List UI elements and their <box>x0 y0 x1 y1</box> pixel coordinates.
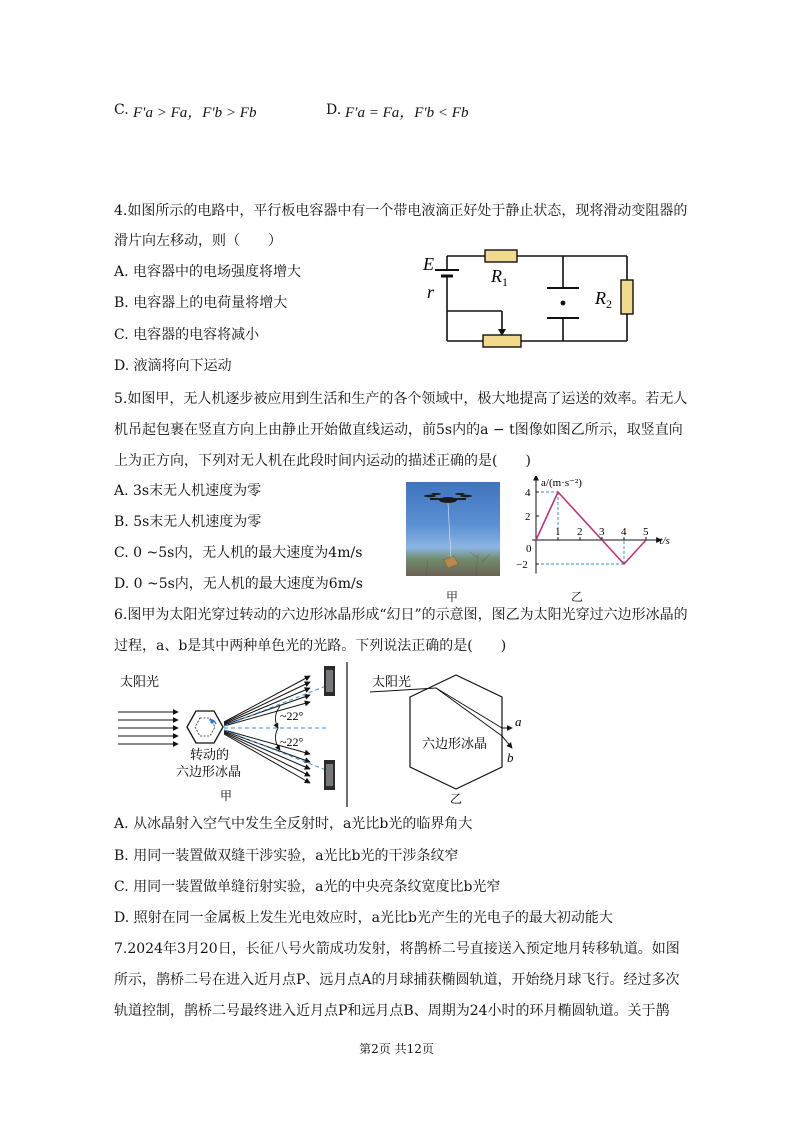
q4-option-c: C. 电容器的电容将减小 <box>114 327 260 343</box>
q5-stem-line3: 上为正方向，下列对无人机在此段时间内运动的描述正确的是( ) <box>114 453 531 469</box>
sunlight-label-b: 太阳光 <box>372 674 412 689</box>
y-tick-label--2: −2 <box>516 559 528 571</box>
q4-option-b: B. 电容器上的电荷量将增大 <box>114 295 288 311</box>
q7-line1: 7.2024年3月20日，长征八号火箭成功发射，将鹊桥二号直接送入预定地月转移轨道。如图 <box>114 941 680 957</box>
x-tick-label-5: 5 <box>643 526 649 538</box>
q5-option-b: B. 5s末无人机速度为零 <box>114 514 262 530</box>
r2-label: $R_2$ <box>595 288 612 311</box>
q5-option-c: C. 0 ~5s内，无人机的最大速度为4m/s <box>114 545 363 561</box>
hexagon-crystal-b <box>410 675 502 789</box>
crystal-label-line2: 六边形冰晶 <box>176 764 242 779</box>
drone-photo <box>406 482 500 576</box>
q6-option-d: D. 照射在同一金属板上发生光电效应时，a光比b光产生的光电子的最大初动能大 <box>114 910 613 926</box>
y-tick-label-4: 4 <box>525 487 531 499</box>
resistor-r1 <box>485 250 517 262</box>
charged-droplet <box>561 301 566 306</box>
angle-upper-label: ~22° <box>280 709 304 723</box>
q3-option-d-label: D. <box>326 102 342 118</box>
x-axis-label: t/s <box>659 535 670 547</box>
page-number: 第2页 共12页 <box>359 1042 434 1056</box>
q6-stem-line1: 6.图甲为太阳光穿过转动的六边形冰晶形成“幻日”的示意图，图乙为太阳光穿过六边形冰晶的 <box>114 607 688 623</box>
resistor-r2 <box>621 280 633 314</box>
ray-b-label: b <box>507 750 514 765</box>
emf-label: E <box>423 254 434 274</box>
crystal-label-b: 六边形冰晶 <box>422 736 488 751</box>
q7-line3: 轨道控制，鹊桥二号最终进入近月点P和远月点B、周期为24小时的环月椭圆轨道。关于鹊 <box>114 1003 670 1019</box>
q4-option-a: A. 电容器中的电场强度将增大 <box>114 264 302 280</box>
q3-option-c-text: F′a > Fa，F′b > Fb <box>133 105 257 121</box>
q3-option-d-text: F′a = Fa，F′b < Fb <box>345 105 469 121</box>
q5-option-d: D. 0 ~5s内，无人机的最大速度为6m/s <box>114 576 363 592</box>
crystal-label-line1: 转动的 <box>190 747 230 762</box>
ray-a-label: a <box>515 714 522 729</box>
sundog-diagram <box>114 662 354 807</box>
q4-stem-line1: 4.如图所示的电路中，平行板电容器中有一个带电液滴正好处于静止状态，现将滑动变阻器的 <box>114 203 688 219</box>
q6-stem-line2: 过程，a、b是其中两种单色光的光路。下列说法正确的是( ) <box>114 638 507 654</box>
fig-b-caption: 乙 <box>450 792 463 806</box>
y-axis-label: a/(m·s⁻²) <box>541 477 582 489</box>
internal-resistance-label: r <box>427 282 435 302</box>
origin-label: 0 <box>526 543 532 555</box>
x-tick-label-4: 4 <box>621 526 627 538</box>
sunlight-label: 太阳光 <box>120 674 160 689</box>
x-tick-label-3: 3 <box>599 526 605 538</box>
q6-option-c: C. 用同一装置做单缝衍射实验，a光的中央亮条纹宽度比b光窄 <box>114 879 501 895</box>
q5-stem-line1: 5.如图甲，无人机逐步被应用到生活和生产的各个领域中，极大地提高了运送的效率。若无人 <box>114 391 688 407</box>
angle-lower-label: ~22° <box>280 735 304 749</box>
q6-option-b: B. 用同一装置做双缝干涉实验，a光比b光的干涉条纹窄 <box>114 848 459 864</box>
r1-label: $R_1$ <box>491 266 508 289</box>
q4-stem-line2: 滑片向左移动，则（ ） <box>114 233 282 249</box>
q7-line2: 所示，鹊桥二号在进入近月点P、远月点A的月球捕获椭圆轨道，开始绕月球飞行。经过多次 <box>114 972 680 988</box>
acceleration-time-graph <box>510 476 670 590</box>
x-tick-label-1: 1 <box>555 526 561 538</box>
q4-circuit-diagram <box>415 246 640 354</box>
fig-a-caption: 甲 <box>220 789 233 803</box>
x-tick-label-2: 2 <box>577 526 583 538</box>
q4-option-d: D. 液滴将向下运动 <box>114 358 232 374</box>
graph-caption: 乙 <box>571 590 584 604</box>
q5-stem-line2: 机吊起包裹在竖直方向上由静止开始做直线运动，前5s内的a − t图像如图乙所示，取竖直向 <box>114 422 683 438</box>
q5-option-a: A. 3s末无人机速度为零 <box>114 483 262 499</box>
rheostat <box>483 335 521 347</box>
series-line <box>536 492 646 564</box>
photo-caption: 甲 <box>446 590 459 604</box>
q3-option-c-label: C. <box>114 102 129 118</box>
hexagon-crystal <box>187 711 223 743</box>
y-tick-label-2: 2 <box>525 511 531 523</box>
q6-option-a: A. 从冰晶射入空气中发生全反射时，a光比b光的临界角大 <box>114 816 473 832</box>
hexagon-refraction-diagram <box>366 668 541 808</box>
